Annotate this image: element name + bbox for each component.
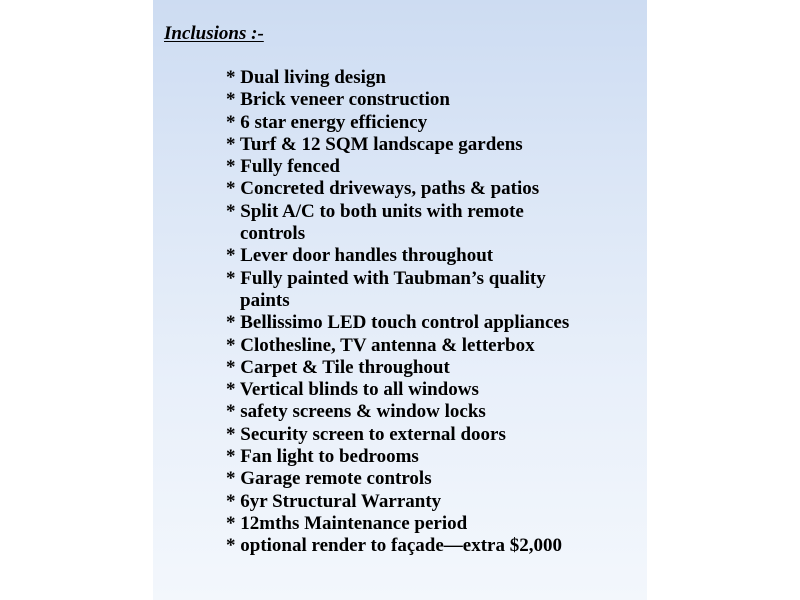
list-item-text: Vertical blinds to all windows — [239, 379, 479, 401]
list-item-continuation: controls — [240, 223, 306, 245]
list-item — [226, 312, 569, 334]
list-item-text: optional render to façade—extra $2,000 — [240, 535, 562, 557]
bullet-star: * — [226, 156, 236, 178]
list-item-text: Carpet & Tile throughout — [240, 356, 450, 378]
list-item — [226, 468, 569, 490]
list-item — [226, 156, 569, 178]
bullet-star: * — [226, 200, 236, 222]
list-item — [226, 245, 569, 267]
list-item — [226, 379, 569, 401]
list-item-text: Split A/C to both units with remote — [240, 200, 524, 222]
list-item-text: Security screen to external doors — [240, 423, 506, 445]
bullet-star: * — [226, 468, 236, 490]
list-item — [226, 401, 569, 423]
list-item-text: Fully painted with Taubman’s quality — [240, 267, 546, 289]
bullet-star: * — [226, 133, 236, 155]
bullet-star: * — [226, 356, 236, 378]
list-item — [226, 446, 569, 468]
list-item-text: 6yr Structural Warranty — [240, 490, 442, 512]
bullet-star: * — [226, 267, 236, 289]
list-item — [226, 335, 569, 357]
bullet-star: * — [226, 379, 236, 401]
bullet-star: * — [226, 178, 236, 200]
list-item — [226, 535, 569, 557]
list-item-text: Fan light to bedrooms — [240, 446, 419, 468]
list-item-text: Brick veneer construction — [240, 89, 450, 111]
list-item-text: 12mths Maintenance period — [240, 512, 468, 534]
list-item — [226, 201, 569, 246]
bullet-star: * — [226, 312, 236, 334]
list-item-text: safety screens & window locks — [240, 401, 486, 423]
list-item-text: Concreted driveways, paths & patios — [240, 178, 540, 200]
bullet-star: * — [226, 334, 236, 356]
bullet-star: * — [226, 67, 236, 88]
list-item-text: Bellissimo LED touch control appliances — [240, 312, 570, 334]
bullet-star: * — [226, 111, 236, 133]
list-item-text: Dual living design — [240, 67, 386, 88]
bullet-star: * — [226, 423, 236, 445]
list-item — [226, 424, 569, 446]
list-item-text: Clothesline, TV antenna & letterbox — [240, 334, 535, 356]
bullet-star: * — [226, 89, 236, 111]
list-item-text: Lever door handles throughout — [240, 245, 494, 267]
list-item-text: Fully fenced — [240, 156, 340, 178]
list-item-text: Turf & 12 SQM landscape gardens — [239, 133, 523, 155]
list-item-text: 6 star energy efficiency — [240, 111, 428, 133]
list-item — [226, 112, 569, 134]
inclusions-heading: Inclusions :- — [164, 23, 264, 44]
list-item — [226, 357, 569, 379]
list-item — [226, 134, 569, 156]
bullet-star: * — [226, 535, 236, 557]
inclusions-list — [226, 67, 569, 558]
list-item — [226, 491, 569, 513]
bullet-star: * — [226, 512, 236, 534]
list-item — [226, 513, 569, 535]
list-item — [226, 89, 569, 111]
list-item — [226, 268, 569, 313]
bullet-star: * — [226, 245, 236, 267]
bullet-star: * — [226, 401, 236, 423]
bullet-star: * — [226, 490, 236, 512]
list-item-continuation: paints — [240, 289, 290, 311]
bullet-star: * — [226, 446, 236, 468]
list-item — [226, 67, 569, 89]
list-item — [226, 178, 569, 200]
list-item-text: Garage remote controls — [240, 468, 432, 490]
